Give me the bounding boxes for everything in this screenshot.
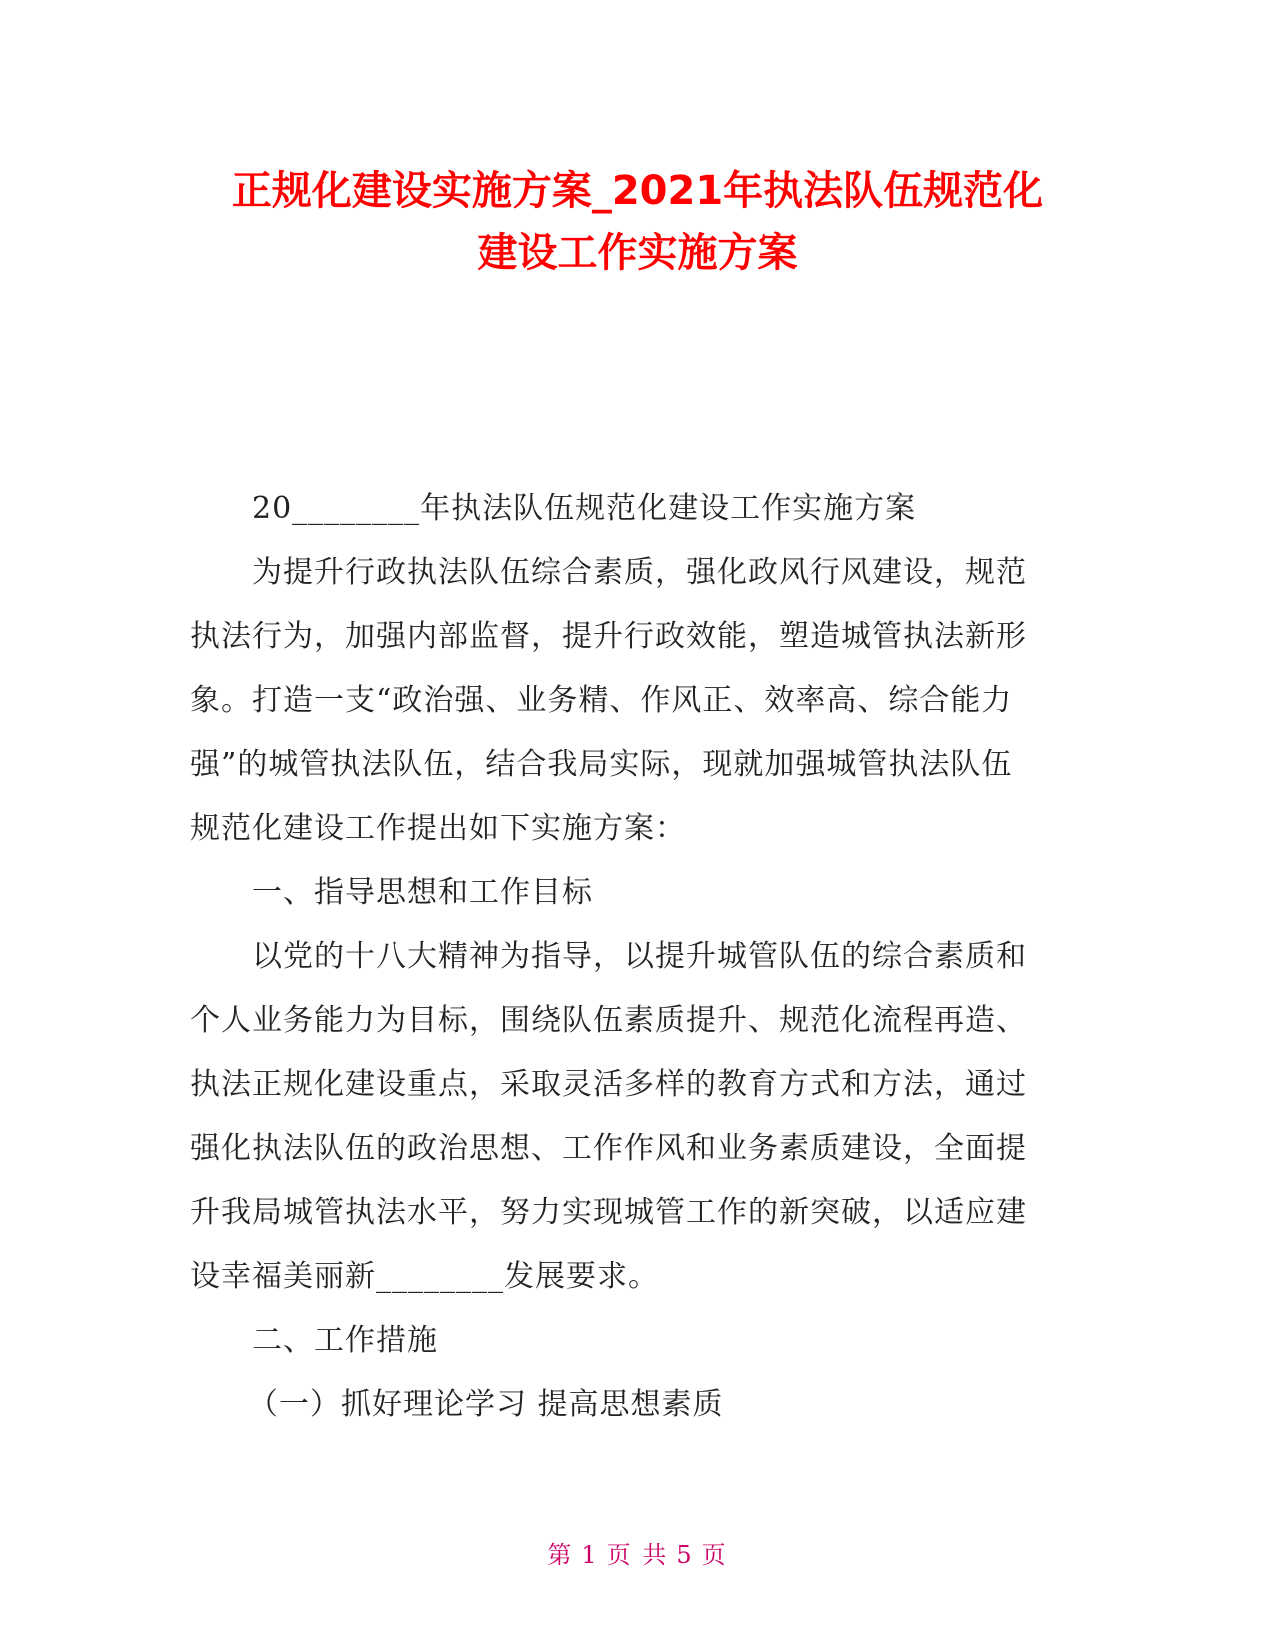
- section-heading: 一、指导思想和工作目标: [252, 875, 593, 910]
- section-heading: 二、工作措施: [252, 1323, 438, 1358]
- paragraph-line: 强化执法队伍的政治思想、工作作风和业务素质建设，全面提: [190, 1131, 1027, 1166]
- footer-prefix: 第: [547, 1541, 574, 1569]
- footer-current-page: 1: [581, 1541, 599, 1569]
- page-footer: [0, 1535, 1275, 1570]
- paragraph-line: 以党的十八大精神为指导，以提升城管队伍的综合素质和: [252, 939, 1027, 974]
- title-line-1: 正规化建设实施方案_2021年执法队伍规范化: [231, 168, 1044, 214]
- footer-suffix: 页: [701, 1541, 728, 1569]
- paragraph-line: 象。打造一支“政治强、业务精、作风正、效率高、综合能力: [190, 683, 1013, 718]
- document-title: [0, 160, 1275, 284]
- document-body: [190, 477, 1090, 1437]
- title-line-2: 建设工作实施方案: [477, 230, 798, 276]
- paragraph-line: 执法正规化建设重点，采取灵活多样的教育方式和方法，通过: [190, 1067, 1027, 1102]
- paragraph-line: 设幸福美丽新________发展要求。: [190, 1259, 659, 1294]
- footer-middle: 页 共: [606, 1541, 669, 1569]
- paragraph-line: 执法行为，加强内部监督，提升行政效能，塑造城管执法新形: [190, 619, 1027, 654]
- paragraph-line: 升我局城管执法水平，努力实现城管工作的新突破，以适应建: [190, 1195, 1027, 1230]
- paragraph-line: 规范化建设工作提出如下实施方案：: [190, 811, 686, 846]
- subsection-heading: （一）抓好理论学习 提高思想素质: [248, 1387, 724, 1422]
- footer-total-pages: 5: [676, 1541, 694, 1569]
- paragraph-line: 个人业务能力为目标，围绕队伍素质提升、规范化流程再造、: [190, 1003, 1027, 1038]
- paragraph-line: 强”的城管执法队伍，结合我局实际，现就加强城管执法队伍: [190, 747, 1013, 782]
- plan-heading: 20________年执法队伍规范化建设工作实施方案: [252, 491, 917, 526]
- paragraph-line: 为提升行政执法队伍综合素质，强化政风行风建设，规范: [252, 555, 1027, 590]
